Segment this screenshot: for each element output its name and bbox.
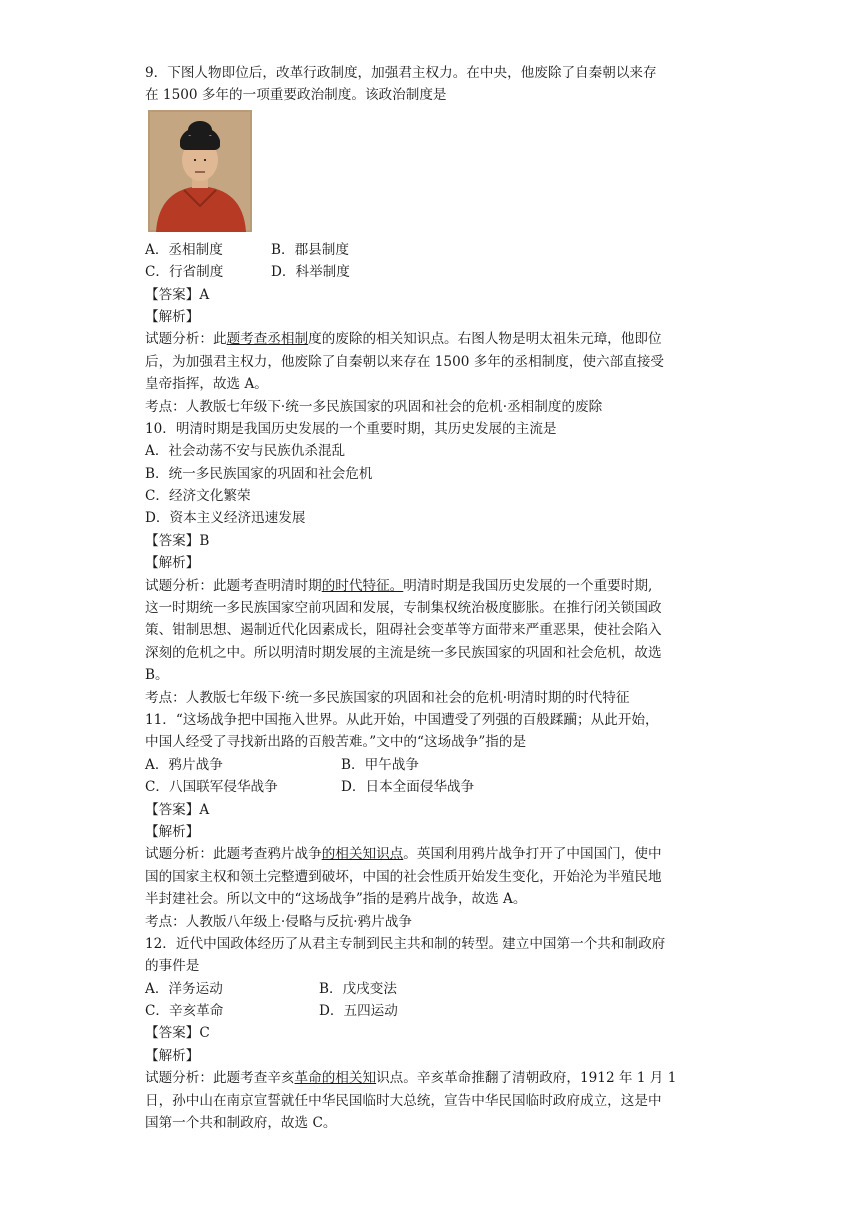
q11-option-a[interactable]: A．鸦片战争 bbox=[145, 756, 223, 773]
q10-analysis-line-1: 试题分析：此题考查明清时期的时代特征。明清时期是我国历史发展的一个重要时期, bbox=[145, 577, 653, 594]
q9-option-d[interactable]: D．科举制度 bbox=[271, 264, 350, 281]
document-page bbox=[145, 62, 725, 1134]
q11-option-c[interactable]: C．八国联军侵华战争 bbox=[145, 779, 278, 796]
q12-option-c[interactable]: C．辛亥革命 bbox=[145, 1003, 224, 1020]
question-10 bbox=[145, 418, 725, 709]
q9-answer: 【答案】A bbox=[145, 286, 210, 303]
q10-analysis-line-2: 这一时期统一多民族国家空前巩固和发展，专制集权统治极度膨胀。在推行闭关锁国政 bbox=[145, 600, 662, 617]
q12-answer: 【答案】C bbox=[145, 1025, 210, 1042]
q12-analysis-line-3: 国第一个共和制政府，故选 C。 bbox=[145, 1115, 337, 1132]
q12-option-b[interactable]: B．戊戌变法 bbox=[319, 980, 397, 997]
q9-analysis-label: 【解析】 bbox=[145, 308, 200, 325]
q9-option-a[interactable]: A．丞相制度 bbox=[145, 241, 223, 258]
q12-analysis-line-2: 日，孙中山在南京宣誓就任中华民国临时大总统，宣告中华民国临时政府成立，这是中 bbox=[145, 1092, 662, 1109]
q9-analysis-line-3: 皇帝指挥，故选 A。 bbox=[145, 376, 268, 393]
q11-analysis-line-3: 半封建社会。所以文中的“这场战争”指的是鸦片战争，故选 A。 bbox=[145, 891, 527, 908]
q12-analysis-line-1: 试题分析：此题考查辛亥革命的相关知识点。辛亥革命推翻了清朝政府，1912 年 1 月 1 bbox=[145, 1070, 677, 1087]
q11-analysis-line-2: 国的国家主权和领土完整遭到破坏，中国的社会性质开始发生变化，开始沦为半殖民地 bbox=[145, 868, 662, 885]
q9-analysis-line-1: 试题分析：此题考查丞相制度的废除的相关知识点。右图人物是明太祖朱元璋，他即位 bbox=[145, 331, 662, 348]
q10-option-b[interactable]: B．统一多民族国家的巩固和社会危机 bbox=[145, 465, 373, 482]
q10-analysis-line-3: 策、钳制思想、遏制近代化因素成长，阻碍社会变革等方面带来严重恶果，使社会陷入 bbox=[145, 622, 662, 639]
q11-answer: 【答案】A bbox=[145, 801, 210, 818]
q12-option-d[interactable]: D．五四运动 bbox=[319, 1003, 398, 1020]
q9-stem-line-1: 9．下图人物即位后，改革行政制度，加强君主权力。在中央，他废除了自秦朝以来存 bbox=[145, 65, 657, 81]
q9-kaodian: 考点：人教版七年级下·统一多民族国家的巩固和社会的危机·丞相制度的废除 bbox=[145, 398, 603, 415]
emperor-portrait-image bbox=[148, 110, 252, 232]
question-11 bbox=[145, 709, 725, 933]
q12-stem-line-1: 12．近代中国政体经历了从君主专制到民主共和制的转型。建立中国第一个共和制政府 bbox=[145, 935, 666, 952]
q10-option-d[interactable]: D．资本主义经济迅速发展 bbox=[145, 510, 306, 527]
q11-kaodian: 考点：人教版八年级上·侵略与反抗·鸦片战争 bbox=[145, 913, 412, 930]
q11-option-b[interactable]: B．甲午战争 bbox=[341, 756, 419, 773]
q10-analysis-line-4: 深刻的危机之中。所以明清时期发展的主流是统一多民族国家的巩固和社会危机，故选 bbox=[145, 644, 662, 661]
q10-analysis-line-5: B。 bbox=[145, 667, 169, 684]
q9-option-c[interactable]: C．行省制度 bbox=[145, 264, 224, 281]
q11-option-d[interactable]: D．日本全面侵华战争 bbox=[341, 779, 475, 796]
question-9 bbox=[145, 62, 725, 418]
q11-analysis-label: 【解析】 bbox=[145, 823, 200, 840]
q12-option-a[interactable]: A．洋务运动 bbox=[145, 980, 223, 997]
q10-analysis-label: 【解析】 bbox=[145, 555, 200, 572]
q9-option-b[interactable]: B．郡县制度 bbox=[271, 241, 349, 258]
q11-stem-line-2: 中国人经受了寻找新出路的百般苦难。”文中的“这场战争”指的是 bbox=[145, 734, 527, 751]
question-12 bbox=[145, 933, 725, 1135]
q10-answer: 【答案】B bbox=[145, 532, 210, 549]
q11-analysis-line-1: 试题分析：此题考查鸦片战争的相关知识点。英国利用鸦片战争打开了中国国门，使中 bbox=[145, 846, 662, 863]
q9-stem-line-2: 在 1500 多年的一项重要政治制度。该政治制度是 bbox=[145, 87, 447, 104]
q10-option-a[interactable]: A．社会动荡不安与民族仇杀混乱 bbox=[145, 443, 346, 460]
q11-stem-line-1: 11．“这场战争把中国拖入世界。从此开始，中国遭受了列强的百般蹂躏；从此开始， bbox=[145, 711, 659, 728]
q10-option-c[interactable]: C．经济文化繁荣 bbox=[145, 488, 251, 505]
q10-stem: 10．明清时期是我国历史发展的一个重要时期，其历史发展的主流是 bbox=[145, 420, 557, 437]
q9-analysis-line-2: 后，为加强君主权力，他废除了自秦朝以来存在 1500 多年的丞相制度，使六部直接受 bbox=[145, 353, 665, 370]
q10-kaodian: 考点：人教版七年级下·统一多民族国家的巩固和社会的危机·明清时期的时代特征 bbox=[145, 689, 630, 706]
q12-stem-line-2: 的事件是 bbox=[145, 958, 200, 975]
q12-analysis-label: 【解析】 bbox=[145, 1047, 200, 1064]
